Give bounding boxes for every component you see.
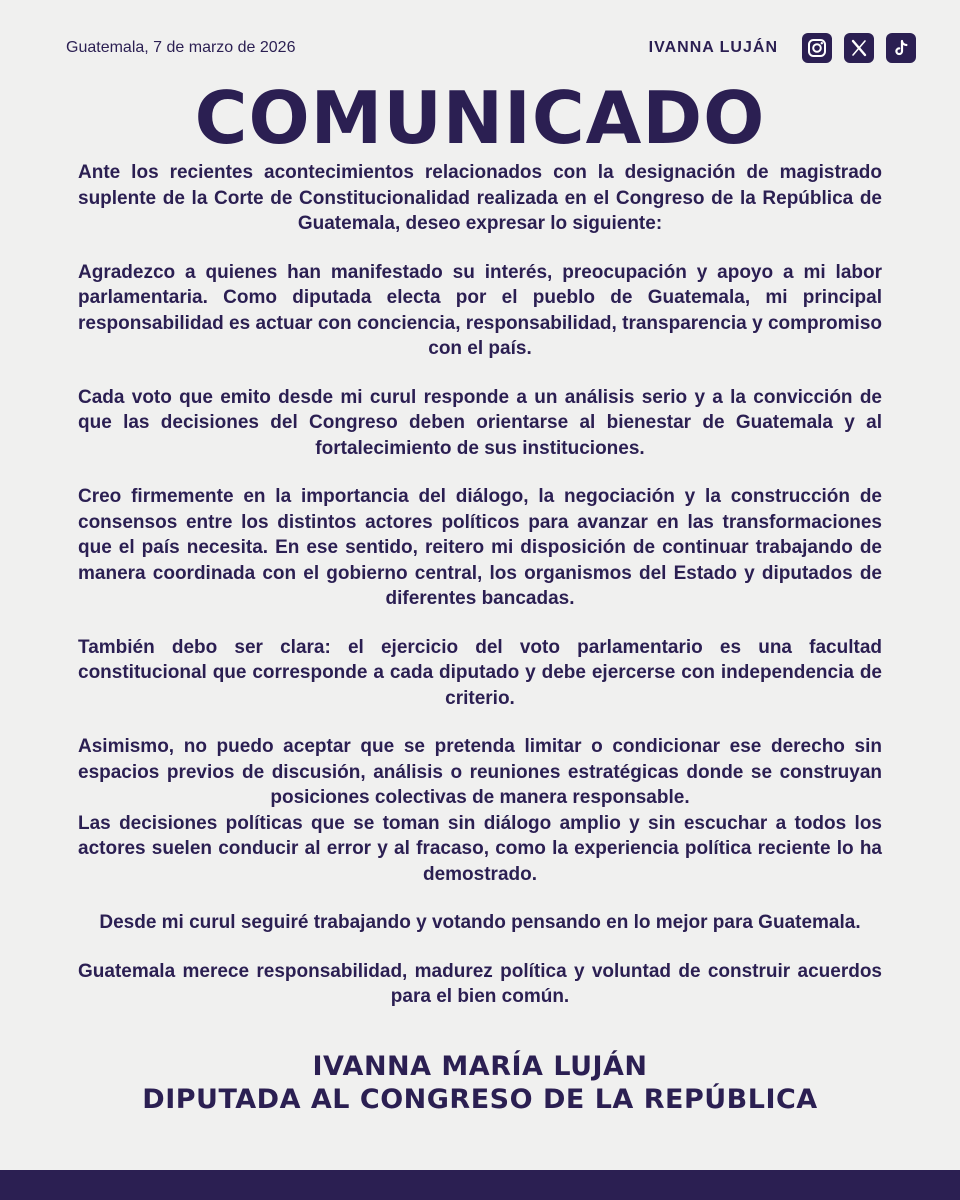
date-line: Guatemala, 7 de marzo de 2026	[66, 39, 296, 56]
paragraph: Las decisiones políticas que se toman sin diálogo amplio y sin escuchar a todos los actores suelen conducir al error y al fracaso, como la experiencia política reciente lo ha demostrado.	[78, 812, 882, 885]
signature-name: IVANNA MARÍA LUJÁN	[312, 1051, 648, 1082]
paragraph: También debo ser clara: el ejercicio del voto parlamentario es una facultad constitucional que corresponde a cada diputado y debe ejercerse con independencia de criterio.	[78, 636, 882, 709]
paragraph: Guatemala merece responsabilidad, madurez política y voluntad de construir acuerdos para el bien común.	[78, 960, 882, 1007]
paragraph: Agradezco a quienes han manifestado su interés, preocupación y apoyo a mi labor parlamentaria. Como diputada electa por el pueblo de Guatemala, mi principal responsabilidad es actuar con conciencia, responsabilidad, transparencia y compromiso con el país.	[78, 261, 882, 359]
signature-role: DIPUTADA AL CONGRESO DE LA REPÚBLICA	[142, 1084, 818, 1115]
paragraph: Ante los recientes acontecimientos relacionados con la designación de magistrado suplente de la Corte de Constitucionalidad realizada en el Congreso de la República de Guatemala, deseo expresar lo siguiente:	[78, 162, 882, 234]
brand-name: IVANNA LUJÁN	[648, 39, 778, 56]
instagram-icon[interactable]	[802, 33, 832, 63]
paragraph: Creo firmemente en la importancia del diálogo, la negociación y la construcción de consensos entre los distintos actores políticos para avanzar en las transformaciones que el país necesita. En ese sentido, reitero mi disposición de continuar trabajando de manera coordinada con el gobierno central, los organismos del Estado y diputados de diferentes bancadas.	[78, 486, 882, 609]
tiktok-icon[interactable]	[886, 33, 916, 63]
page-title: COMUNICADO	[194, 76, 766, 160]
footer-bar	[0, 1170, 960, 1200]
brand-block	[649, 33, 916, 63]
x-icon[interactable]	[844, 33, 874, 63]
communique-body	[78, 160, 882, 1033]
paragraph: Asimismo, no puedo aceptar que se pretenda limitar o condicionar ese derecho sin espacios previos de discusión, análisis o reuniones estratégicas donde se construyan posiciones colectivas de manera responsable.	[78, 736, 882, 808]
signature-block	[0, 1050, 960, 1116]
paragraph: Cada voto que emito desde mi curul responde a un análisis serio y a la convicción de que las decisiones del Congreso deben orientarse al bienestar de Guatemala y al fortalecimiento de sus instituciones.	[78, 386, 882, 459]
paragraph: Desde mi curul seguiré trabajando y votando pensando en lo mejor para Guatemala.	[99, 912, 861, 933]
header	[66, 30, 916, 66]
